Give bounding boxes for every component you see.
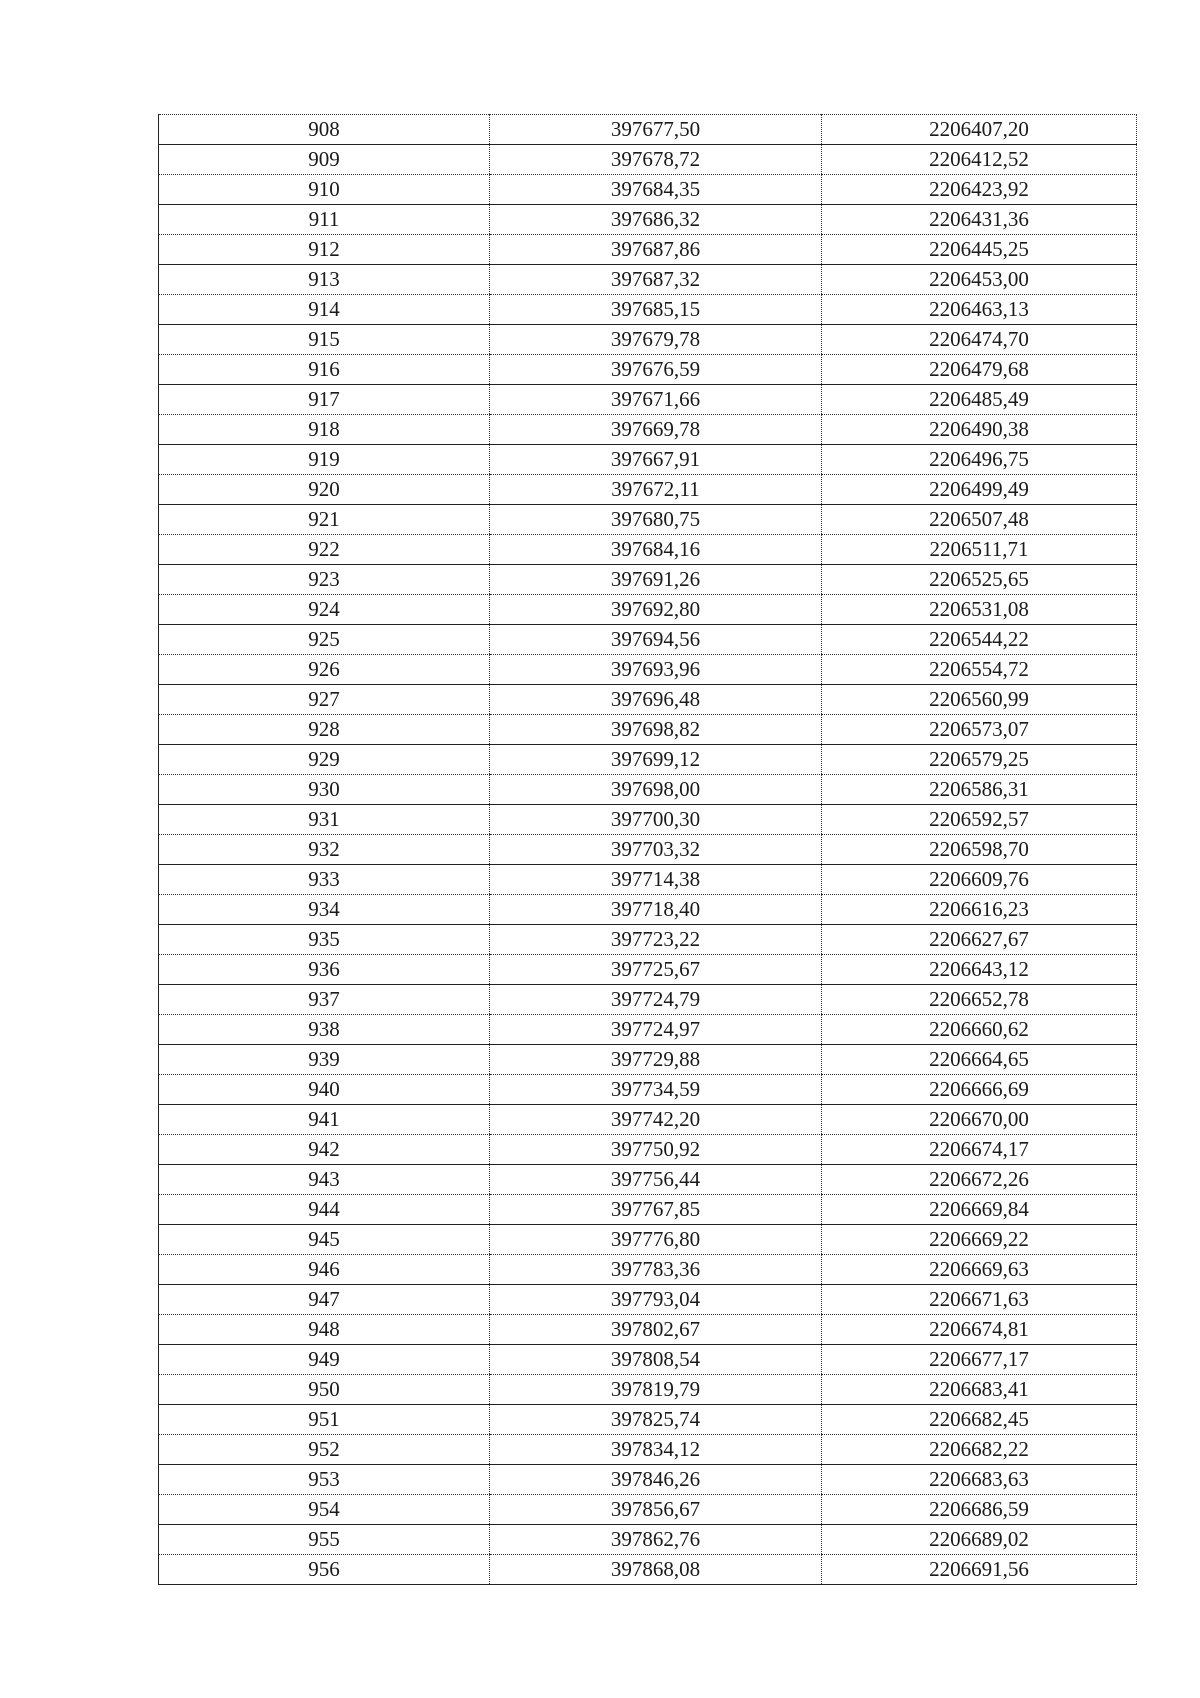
y-coordinate-cell: 2206664,65 [822,1045,1137,1075]
point-number-cell: 935 [159,925,490,955]
point-number-cell: 918 [159,415,490,445]
y-coordinate-cell: 2206666,69 [822,1075,1137,1105]
y-coordinate-cell: 2206674,81 [822,1315,1137,1345]
y-coordinate-cell: 2206499,49 [822,475,1137,505]
table-row [159,775,1137,805]
table-row [159,1135,1137,1165]
table-row [159,745,1137,775]
table-row [159,1195,1137,1225]
y-coordinate-cell: 2206674,17 [822,1135,1137,1165]
y-coordinate-cell: 2206660,62 [822,1015,1137,1045]
y-coordinate-cell: 2206598,70 [822,835,1137,865]
point-number-cell: 933 [159,865,490,895]
x-coordinate-cell: 397667,91 [490,445,822,475]
table-row [159,625,1137,655]
point-number-cell: 930 [159,775,490,805]
y-coordinate-cell: 2206670,00 [822,1105,1137,1135]
point-number-cell: 936 [159,955,490,985]
y-coordinate-cell: 2206669,22 [822,1225,1137,1255]
table-row [159,505,1137,535]
x-coordinate-cell: 397862,76 [490,1525,822,1555]
point-number-cell: 939 [159,1045,490,1075]
y-coordinate-cell: 2206573,07 [822,715,1137,745]
table-row [159,805,1137,835]
point-number-cell: 941 [159,1105,490,1135]
x-coordinate-cell: 397856,67 [490,1495,822,1525]
point-number-cell: 924 [159,595,490,625]
coordinates-table [158,114,1137,1585]
table-row [159,925,1137,955]
table-row [159,235,1137,265]
point-number-cell: 952 [159,1435,490,1465]
y-coordinate-cell: 2206445,25 [822,235,1137,265]
x-coordinate-cell: 397793,04 [490,1285,822,1315]
y-coordinate-cell: 2206554,72 [822,655,1137,685]
point-number-cell: 909 [159,145,490,175]
point-number-cell: 951 [159,1405,490,1435]
point-number-cell: 944 [159,1195,490,1225]
x-coordinate-cell: 397783,36 [490,1255,822,1285]
table-row [159,685,1137,715]
y-coordinate-cell: 2206627,67 [822,925,1137,955]
y-coordinate-cell: 2206682,45 [822,1405,1137,1435]
x-coordinate-cell: 397714,38 [490,865,822,895]
table-row [159,1255,1137,1285]
y-coordinate-cell: 2206691,56 [822,1555,1137,1585]
y-coordinate-cell: 2206683,41 [822,1375,1137,1405]
point-number-cell: 922 [159,535,490,565]
point-number-cell: 956 [159,1555,490,1585]
table-row [159,1315,1137,1345]
x-coordinate-cell: 397687,32 [490,265,822,295]
table-row [159,1045,1137,1075]
point-number-cell: 921 [159,505,490,535]
y-coordinate-cell: 2206431,36 [822,205,1137,235]
table-row [159,475,1137,505]
y-coordinate-cell: 2206689,02 [822,1525,1137,1555]
point-number-cell: 911 [159,205,490,235]
point-number-cell: 943 [159,1165,490,1195]
x-coordinate-cell: 397680,75 [490,505,822,535]
table-row [159,385,1137,415]
table-row [159,655,1137,685]
point-number-cell: 955 [159,1525,490,1555]
y-coordinate-cell: 2206525,65 [822,565,1137,595]
x-coordinate-cell: 397723,22 [490,925,822,955]
point-number-cell: 915 [159,325,490,355]
table-row [159,325,1137,355]
point-number-cell: 912 [159,235,490,265]
point-number-cell: 947 [159,1285,490,1315]
x-coordinate-cell: 397700,30 [490,805,822,835]
x-coordinate-cell: 397868,08 [490,1555,822,1585]
table-row [159,1495,1137,1525]
table-row [159,1165,1137,1195]
point-number-cell: 913 [159,265,490,295]
point-number-cell: 929 [159,745,490,775]
y-coordinate-cell: 2206579,25 [822,745,1137,775]
x-coordinate-cell: 397729,88 [490,1045,822,1075]
table-row [159,835,1137,865]
y-coordinate-cell: 2206453,00 [822,265,1137,295]
x-coordinate-cell: 397699,12 [490,745,822,775]
point-number-cell: 940 [159,1075,490,1105]
table-row [159,535,1137,565]
y-coordinate-cell: 2206412,52 [822,145,1137,175]
point-number-cell: 954 [159,1495,490,1525]
y-coordinate-cell: 2206511,71 [822,535,1137,565]
point-number-cell: 925 [159,625,490,655]
point-number-cell: 908 [159,115,490,145]
table-row [159,415,1137,445]
point-number-cell: 950 [159,1375,490,1405]
x-coordinate-cell: 397677,50 [490,115,822,145]
x-coordinate-cell: 397750,92 [490,1135,822,1165]
table-row [159,955,1137,985]
x-coordinate-cell: 397679,78 [490,325,822,355]
table-row [159,865,1137,895]
table-row [159,355,1137,385]
y-coordinate-cell: 2206609,76 [822,865,1137,895]
table-row [159,1075,1137,1105]
table-row [159,565,1137,595]
table-row [159,115,1137,145]
x-coordinate-cell: 397669,78 [490,415,822,445]
table-row [159,1435,1137,1465]
point-number-cell: 934 [159,895,490,925]
x-coordinate-cell: 397724,79 [490,985,822,1015]
x-coordinate-cell: 397684,16 [490,535,822,565]
table-row [159,595,1137,625]
x-coordinate-cell: 397767,85 [490,1195,822,1225]
y-coordinate-cell: 2206463,13 [822,295,1137,325]
point-number-cell: 919 [159,445,490,475]
table-row [159,1285,1137,1315]
table-row [159,1015,1137,1045]
x-coordinate-cell: 397703,32 [490,835,822,865]
point-number-cell: 932 [159,835,490,865]
table-row [159,145,1137,175]
x-coordinate-cell: 397825,74 [490,1405,822,1435]
point-number-cell: 910 [159,175,490,205]
y-coordinate-cell: 2206669,84 [822,1195,1137,1225]
table-row [159,1375,1137,1405]
x-coordinate-cell: 397819,79 [490,1375,822,1405]
point-number-cell: 923 [159,565,490,595]
table-row [159,175,1137,205]
y-coordinate-cell: 2206682,22 [822,1435,1137,1465]
table-row [159,445,1137,475]
x-coordinate-cell: 397676,59 [490,355,822,385]
x-coordinate-cell: 397802,67 [490,1315,822,1345]
y-coordinate-cell: 2206407,20 [822,115,1137,145]
x-coordinate-cell: 397756,44 [490,1165,822,1195]
table-row [159,1225,1137,1255]
y-coordinate-cell: 2206592,57 [822,805,1137,835]
y-coordinate-cell: 2206643,12 [822,955,1137,985]
point-number-cell: 949 [159,1345,490,1375]
point-number-cell: 948 [159,1315,490,1345]
x-coordinate-cell: 397685,15 [490,295,822,325]
point-number-cell: 920 [159,475,490,505]
table-row [159,1345,1137,1375]
x-coordinate-cell: 397776,80 [490,1225,822,1255]
table-row [159,1465,1137,1495]
x-coordinate-cell: 397693,96 [490,655,822,685]
table-row [159,1555,1137,1585]
point-number-cell: 917 [159,385,490,415]
point-number-cell: 938 [159,1015,490,1045]
x-coordinate-cell: 397834,12 [490,1435,822,1465]
point-number-cell: 937 [159,985,490,1015]
y-coordinate-cell: 2206496,75 [822,445,1137,475]
x-coordinate-cell: 397672,11 [490,475,822,505]
table-row [159,1525,1137,1555]
point-number-cell: 945 [159,1225,490,1255]
y-coordinate-cell: 2206507,48 [822,505,1137,535]
y-coordinate-cell: 2206669,63 [822,1255,1137,1285]
y-coordinate-cell: 2206586,31 [822,775,1137,805]
x-coordinate-cell: 397686,32 [490,205,822,235]
point-number-cell: 931 [159,805,490,835]
point-number-cell: 916 [159,355,490,385]
x-coordinate-cell: 397687,86 [490,235,822,265]
table-row [159,1405,1137,1435]
y-coordinate-cell: 2206671,63 [822,1285,1137,1315]
x-coordinate-cell: 397678,72 [490,145,822,175]
y-coordinate-cell: 2206479,68 [822,355,1137,385]
y-coordinate-cell: 2206544,22 [822,625,1137,655]
y-coordinate-cell: 2206531,08 [822,595,1137,625]
x-coordinate-cell: 397846,26 [490,1465,822,1495]
y-coordinate-cell: 2206677,17 [822,1345,1137,1375]
y-coordinate-cell: 2206683,63 [822,1465,1137,1495]
x-coordinate-cell: 397808,54 [490,1345,822,1375]
x-coordinate-cell: 397724,97 [490,1015,822,1045]
x-coordinate-cell: 397696,48 [490,685,822,715]
x-coordinate-cell: 397718,40 [490,895,822,925]
x-coordinate-cell: 397692,80 [490,595,822,625]
table-row [159,985,1137,1015]
y-coordinate-cell: 2206485,49 [822,385,1137,415]
y-coordinate-cell: 2206474,70 [822,325,1137,355]
x-coordinate-cell: 397698,82 [490,715,822,745]
point-number-cell: 942 [159,1135,490,1165]
x-coordinate-cell: 397698,00 [490,775,822,805]
x-coordinate-cell: 397684,35 [490,175,822,205]
x-coordinate-cell: 397742,20 [490,1105,822,1135]
table-row [159,205,1137,235]
y-coordinate-cell: 2206686,59 [822,1495,1137,1525]
table-row [159,295,1137,325]
y-coordinate-cell: 2206616,23 [822,895,1137,925]
y-coordinate-cell: 2206672,26 [822,1165,1137,1195]
x-coordinate-cell: 397725,67 [490,955,822,985]
x-coordinate-cell: 397734,59 [490,1075,822,1105]
y-coordinate-cell: 2206490,38 [822,415,1137,445]
table-row [159,715,1137,745]
y-coordinate-cell: 2206560,99 [822,685,1137,715]
point-number-cell: 928 [159,715,490,745]
x-coordinate-cell: 397671,66 [490,385,822,415]
point-number-cell: 953 [159,1465,490,1495]
x-coordinate-cell: 397691,26 [490,565,822,595]
point-number-cell: 946 [159,1255,490,1285]
point-number-cell: 914 [159,295,490,325]
point-number-cell: 926 [159,655,490,685]
y-coordinate-cell: 2206652,78 [822,985,1137,1015]
y-coordinate-cell: 2206423,92 [822,175,1137,205]
table-row [159,1105,1137,1135]
point-number-cell: 927 [159,685,490,715]
table-row [159,265,1137,295]
x-coordinate-cell: 397694,56 [490,625,822,655]
table-row [159,895,1137,925]
coordinates-table-body [159,115,1137,1585]
